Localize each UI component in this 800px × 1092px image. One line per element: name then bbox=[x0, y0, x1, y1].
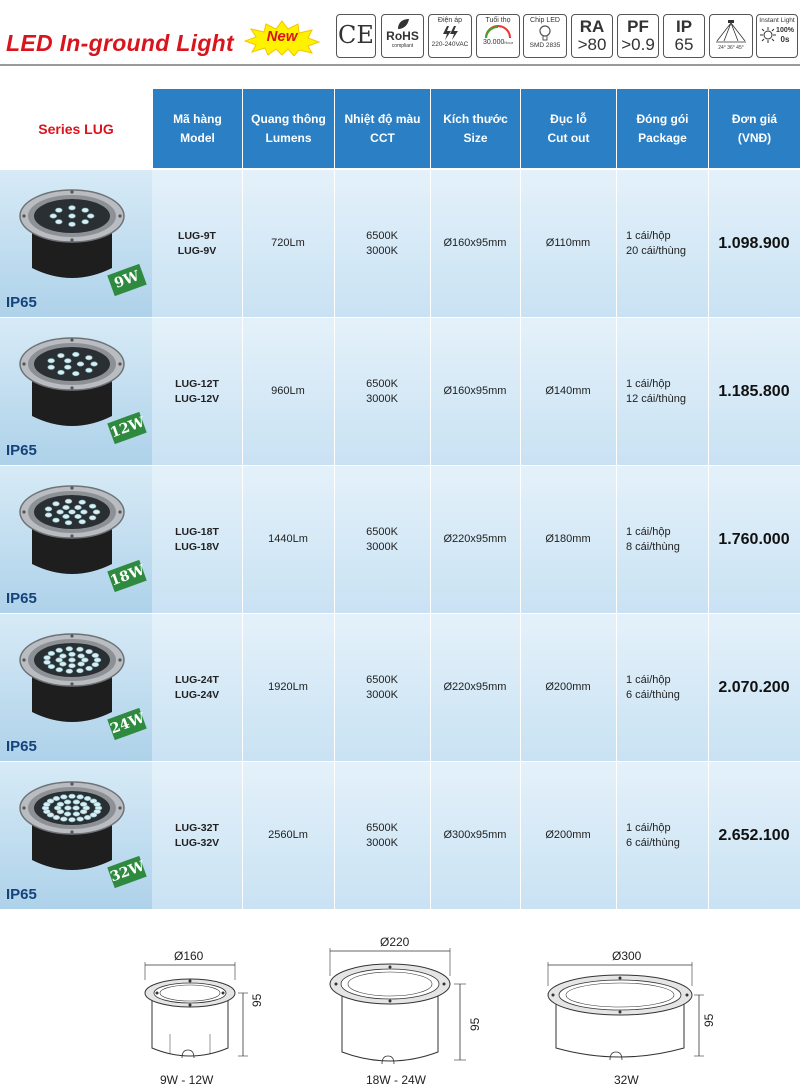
screw-icon bbox=[70, 634, 73, 637]
product-image bbox=[0, 466, 152, 613]
lightning-icon bbox=[440, 25, 460, 41]
lumens-cell-text: 2560Lm bbox=[268, 829, 308, 841]
lumens-cell-text: 960Lm bbox=[271, 385, 305, 397]
column-divider bbox=[616, 318, 617, 465]
screw-icon bbox=[118, 806, 121, 809]
screw-icon bbox=[70, 486, 73, 489]
column-divider bbox=[242, 762, 243, 909]
led-chip bbox=[82, 220, 89, 224]
header-divider bbox=[0, 64, 800, 66]
drawing-caption: 32W bbox=[614, 1073, 639, 1087]
screw-icon bbox=[118, 214, 121, 217]
size-cell bbox=[430, 318, 520, 465]
column-divider bbox=[334, 614, 335, 761]
package-cell-text: 1 cái/hộp bbox=[626, 229, 671, 242]
led-chip bbox=[86, 368, 93, 372]
instant-light-cert: Instant Light 100% 0s bbox=[756, 14, 798, 58]
led-chip bbox=[66, 647, 73, 651]
cutout-cell bbox=[520, 614, 616, 761]
led-chip bbox=[77, 795, 84, 799]
package-cell bbox=[616, 466, 708, 613]
column-divider bbox=[708, 318, 709, 465]
column-divider bbox=[616, 170, 617, 317]
column-divider bbox=[430, 170, 431, 317]
screw-icon bbox=[22, 510, 25, 513]
wattage-badge: 32W bbox=[107, 856, 146, 888]
package-cell bbox=[616, 762, 708, 909]
chip-led-cert: Chip LED SMD 2835 bbox=[523, 14, 567, 58]
wattage-badge: 12W bbox=[107, 412, 146, 444]
package-cell bbox=[616, 170, 708, 317]
cct-cell-text: 6500K bbox=[366, 821, 398, 834]
cutout-cell-text: Ø110mm bbox=[545, 237, 591, 249]
package-cell-text: 6 cái/thùng bbox=[626, 836, 680, 849]
lumens-cell bbox=[242, 466, 334, 613]
led-chip bbox=[86, 356, 93, 360]
model-cell-text: LUG-9V bbox=[177, 244, 217, 257]
screw-icon bbox=[118, 362, 121, 365]
cutout-cell-text: Ø140mm bbox=[545, 385, 591, 397]
led-chip bbox=[87, 214, 94, 218]
cutout-cell bbox=[520, 762, 616, 909]
led-chip bbox=[57, 802, 64, 806]
model-cell bbox=[152, 170, 242, 317]
price-cell bbox=[708, 614, 800, 761]
price-cell bbox=[708, 762, 800, 909]
column-divider bbox=[334, 762, 335, 909]
cct-cell-text: 3000K bbox=[366, 392, 398, 405]
led-chip bbox=[65, 499, 72, 503]
led-chip bbox=[48, 664, 55, 668]
led-chip bbox=[84, 796, 91, 800]
size-cell-text: Ø160x95mm bbox=[443, 237, 507, 249]
column-divider bbox=[242, 170, 243, 317]
new-badge bbox=[244, 20, 320, 56]
price-cell-text: 1.185.800 bbox=[718, 383, 790, 400]
column-divider bbox=[520, 762, 521, 909]
led-chip bbox=[73, 812, 80, 816]
cutout-cell bbox=[520, 466, 616, 613]
ip-rating-label: IP65 bbox=[6, 886, 37, 903]
wattage-badge: 9W bbox=[107, 264, 146, 296]
wattage-badge: 24W bbox=[107, 708, 146, 740]
drawing-medium-svg bbox=[320, 948, 490, 1088]
screw-icon bbox=[70, 238, 73, 241]
size-cell bbox=[430, 170, 520, 317]
package-cell-text: 12 cái/thùng bbox=[626, 392, 686, 405]
screw-icon bbox=[70, 830, 73, 833]
table-row bbox=[0, 170, 800, 317]
header-price: Đơn giá (VNĐ) bbox=[708, 89, 800, 168]
led-chip bbox=[82, 208, 89, 212]
led-chip bbox=[64, 800, 71, 804]
column-divider bbox=[242, 318, 243, 465]
model-cell-text: LUG-12V bbox=[174, 392, 220, 405]
beam-angle-icon bbox=[714, 19, 748, 45]
header-cct: Nhiệt độ màu CCT bbox=[334, 89, 430, 168]
column-divider bbox=[708, 466, 709, 613]
led-chip bbox=[58, 370, 65, 374]
cct-cell bbox=[334, 466, 430, 613]
led-chip bbox=[69, 206, 76, 210]
led-chip bbox=[80, 810, 87, 814]
drawing-large bbox=[540, 935, 720, 1092]
led-chip bbox=[84, 815, 91, 819]
column-divider bbox=[430, 466, 431, 613]
size-cell-text: Ø220x95mm bbox=[443, 533, 507, 545]
screw-icon bbox=[70, 534, 73, 537]
column-divider bbox=[520, 170, 521, 317]
led-chip bbox=[50, 214, 57, 218]
led-chip bbox=[60, 817, 67, 821]
price-cell-text: 1.760.000 bbox=[718, 531, 790, 548]
led-chip bbox=[48, 651, 55, 655]
model-cell-text: LUG-12T bbox=[175, 377, 219, 390]
led-chip bbox=[86, 649, 93, 653]
drawing-diameter-label: Ø160 bbox=[174, 949, 204, 963]
led-chip bbox=[53, 815, 60, 819]
package-cell-text: 1 cái/hộp bbox=[626, 377, 671, 390]
led-chip bbox=[63, 505, 70, 509]
led-chip bbox=[69, 818, 76, 822]
led-chip bbox=[55, 208, 62, 212]
light-lens bbox=[34, 347, 110, 381]
lifetime-cert: Tuổi thọ 30.000Hour bbox=[476, 14, 520, 58]
led-chip bbox=[64, 812, 71, 816]
led-chip bbox=[45, 507, 52, 511]
page-title: LED In-ground Light bbox=[6, 30, 234, 56]
model-cell-text: LUG-32V bbox=[174, 836, 220, 849]
cct-cell-text: 6500K bbox=[366, 673, 398, 686]
led-chip bbox=[64, 365, 71, 369]
lumens-cell-text: 1440Lm bbox=[268, 533, 308, 545]
drawing-small bbox=[130, 935, 270, 1092]
column-divider bbox=[708, 762, 709, 909]
package-cell-text: 1 cái/hộp bbox=[626, 673, 671, 686]
lumens-cell bbox=[242, 762, 334, 909]
lumens-cell bbox=[242, 170, 334, 317]
led-chip bbox=[77, 362, 84, 366]
model-cell-text: LUG-9T bbox=[178, 229, 216, 242]
drawing-caption: 9W - 12W bbox=[160, 1073, 214, 1087]
led-chip bbox=[79, 520, 86, 524]
package-cell-text: 1 cái/hộp bbox=[626, 821, 671, 834]
led-chip bbox=[90, 813, 97, 817]
led-chip bbox=[94, 802, 101, 806]
led-chip bbox=[75, 505, 82, 509]
led-chip bbox=[81, 510, 88, 514]
new-badge-label: New bbox=[266, 28, 298, 45]
package-cell-text: 20 cái/thùng bbox=[626, 244, 686, 257]
column-divider bbox=[708, 170, 709, 317]
column-divider bbox=[616, 762, 617, 909]
screw-icon bbox=[22, 806, 25, 809]
package-cell-text: 8 cái/thùng bbox=[626, 540, 680, 553]
drawing-caption: 18W - 24W bbox=[366, 1073, 427, 1087]
product-image bbox=[0, 170, 152, 317]
led-chip bbox=[73, 800, 80, 804]
led-chip bbox=[44, 660, 51, 664]
led-chip bbox=[78, 654, 85, 658]
beam-angle-cert: 24° 36° 45° bbox=[709, 14, 753, 58]
cct-cell bbox=[334, 170, 430, 317]
rohs-mark: RoHS compliant bbox=[381, 14, 424, 58]
model-cell bbox=[152, 318, 242, 465]
drawing-diameter-label: Ø300 bbox=[612, 949, 642, 963]
size-cell-text: Ø220x95mm bbox=[443, 681, 507, 693]
price-cell bbox=[708, 466, 800, 613]
voltage-cert: Điện áp 220-240VAC bbox=[428, 14, 472, 58]
led-chip bbox=[53, 518, 60, 522]
led-chip bbox=[56, 668, 63, 672]
led-chip bbox=[60, 795, 67, 799]
dimension-drawings bbox=[0, 935, 800, 1092]
lumens-cell-text: 1920Lm bbox=[268, 681, 308, 693]
led-chip bbox=[69, 222, 76, 226]
led-chip bbox=[73, 806, 80, 810]
led-chip bbox=[69, 652, 76, 656]
column-divider bbox=[430, 762, 431, 909]
cct-cell-text: 6500K bbox=[366, 525, 398, 538]
led-chip bbox=[66, 669, 73, 673]
led-chip bbox=[77, 669, 84, 673]
cutout-cell-text: Ø200mm bbox=[545, 681, 591, 693]
drawing-height-label: 95 bbox=[250, 993, 264, 1007]
led-chip bbox=[79, 500, 86, 504]
gauge-icon bbox=[483, 25, 513, 39]
product-image bbox=[0, 318, 152, 465]
table-row bbox=[0, 762, 800, 909]
model-cell bbox=[152, 614, 242, 761]
bulb-rays-icon bbox=[760, 27, 776, 43]
cct-cell bbox=[334, 762, 430, 909]
led-chip bbox=[72, 371, 79, 375]
product-image bbox=[0, 614, 152, 761]
column-divider bbox=[430, 614, 431, 761]
ip-rating-label: IP65 bbox=[6, 590, 37, 607]
led-chip bbox=[53, 502, 60, 506]
cct-cell-text: 6500K bbox=[366, 377, 398, 390]
led-chip bbox=[77, 647, 84, 651]
screw-icon bbox=[22, 362, 25, 365]
screw-icon bbox=[22, 658, 25, 661]
led-chip bbox=[89, 516, 96, 520]
column-divider bbox=[616, 466, 617, 613]
package-cell-text: 1 cái/hộp bbox=[626, 525, 671, 538]
ra-cert: RA >80 bbox=[571, 14, 613, 58]
package-cell bbox=[616, 318, 708, 465]
led-chip bbox=[93, 510, 100, 514]
led-chip bbox=[48, 365, 55, 369]
table-row bbox=[0, 318, 800, 465]
led-chip bbox=[60, 654, 67, 658]
screw-icon bbox=[70, 386, 73, 389]
drawing-diameter-label: Ø220 bbox=[380, 935, 410, 949]
column-divider bbox=[708, 614, 709, 761]
model-cell-text: LUG-32T bbox=[175, 821, 219, 834]
cct-cell bbox=[334, 318, 430, 465]
ip-rating-label: IP65 bbox=[6, 294, 37, 311]
column-divider bbox=[616, 614, 617, 761]
led-chip bbox=[78, 662, 85, 666]
led-chip bbox=[65, 521, 72, 525]
cutout-cell bbox=[520, 318, 616, 465]
model-cell bbox=[152, 466, 242, 613]
model-cell bbox=[152, 762, 242, 909]
cct-cell-text: 3000K bbox=[366, 688, 398, 701]
led-chip bbox=[55, 220, 62, 224]
drawing-medium bbox=[320, 935, 490, 1092]
package-cell bbox=[616, 614, 708, 761]
led-chip bbox=[92, 662, 99, 666]
bulb-icon bbox=[538, 25, 552, 42]
led-chip bbox=[48, 359, 55, 363]
led-chip bbox=[45, 513, 52, 517]
pf-cert: PF >0.9 bbox=[617, 14, 659, 58]
price-cell bbox=[708, 318, 800, 465]
ip-rating-label: IP65 bbox=[6, 738, 37, 755]
price-cell-text: 1.098.900 bbox=[718, 235, 790, 252]
size-cell-text: Ø300x95mm bbox=[443, 829, 507, 841]
cutout-cell-text: Ø200mm bbox=[545, 829, 591, 841]
column-divider bbox=[334, 318, 335, 465]
product-image bbox=[0, 762, 152, 909]
led-chip bbox=[56, 648, 63, 652]
led-chip bbox=[47, 799, 54, 803]
led-chip bbox=[86, 666, 93, 670]
led-chip bbox=[94, 658, 101, 662]
led-chip bbox=[69, 658, 76, 662]
lumens-cell bbox=[242, 614, 334, 761]
led-chip bbox=[75, 514, 82, 518]
led-chip bbox=[69, 794, 76, 798]
column-divider bbox=[242, 614, 243, 761]
led-chip bbox=[63, 514, 70, 518]
lumens-cell-text: 720Lm bbox=[271, 237, 305, 249]
size-cell bbox=[430, 466, 520, 613]
screw-icon bbox=[118, 658, 121, 661]
model-cell-text: LUG-18T bbox=[175, 525, 219, 538]
size-cell-text: Ø160x95mm bbox=[443, 385, 507, 397]
cct-cell-text: 3000K bbox=[366, 540, 398, 553]
table-header bbox=[0, 89, 800, 168]
column-divider bbox=[520, 466, 521, 613]
led-chip bbox=[69, 664, 76, 668]
column-divider bbox=[242, 466, 243, 613]
screw-icon bbox=[118, 510, 121, 513]
screw-icon bbox=[70, 682, 73, 685]
column-divider bbox=[520, 318, 521, 465]
led-chip bbox=[64, 359, 71, 363]
header-model: Mã hàng Model bbox=[152, 89, 242, 168]
header-lumens: Quang thông Lumens bbox=[242, 89, 334, 168]
led-chip bbox=[56, 658, 63, 662]
package-cell-text: 6 cái/thùng bbox=[626, 688, 680, 701]
cct-cell bbox=[334, 614, 430, 761]
model-cell-text: LUG-24V bbox=[174, 688, 220, 701]
led-chip bbox=[53, 796, 60, 800]
screw-icon bbox=[22, 214, 25, 217]
column-divider bbox=[520, 614, 521, 761]
price-cell-text: 2.070.200 bbox=[718, 679, 790, 696]
lumens-cell bbox=[242, 318, 334, 465]
page-header bbox=[0, 0, 800, 70]
ip-cert: IP 65 bbox=[663, 14, 705, 58]
led-chip bbox=[65, 806, 72, 810]
led-chip bbox=[69, 214, 76, 218]
header-cutout: Đục lỗ Cut out bbox=[520, 89, 616, 168]
table-row bbox=[0, 614, 800, 761]
ce-mark: CE bbox=[336, 14, 376, 58]
drawing-height-label: 95 bbox=[702, 1013, 716, 1027]
led-chip bbox=[91, 362, 98, 366]
led-chip bbox=[57, 510, 64, 514]
column-divider bbox=[430, 318, 431, 465]
wattage-badge: 18W bbox=[107, 560, 146, 592]
ip-rating-label: IP65 bbox=[6, 442, 37, 459]
led-chip bbox=[77, 817, 84, 821]
header-size: Kích thước Size bbox=[430, 89, 520, 168]
price-cell-text: 2.652.100 bbox=[718, 827, 790, 844]
cutout-cell-text: Ø180mm bbox=[545, 533, 591, 545]
led-chip bbox=[58, 353, 65, 357]
drawing-height-label: 95 bbox=[468, 1017, 482, 1031]
series-label: Series LUG bbox=[0, 89, 152, 168]
screw-icon bbox=[70, 190, 73, 193]
size-cell bbox=[430, 614, 520, 761]
screw-icon bbox=[70, 338, 73, 341]
cct-cell-text: 3000K bbox=[366, 836, 398, 849]
led-chip bbox=[72, 352, 79, 356]
led-chip bbox=[80, 802, 87, 806]
led-chip bbox=[92, 653, 99, 657]
cct-cell-text: 3000K bbox=[366, 244, 398, 257]
column-divider bbox=[334, 466, 335, 613]
led-chip bbox=[69, 510, 76, 514]
model-cell-text: LUG-18V bbox=[174, 540, 220, 553]
led-chip bbox=[60, 662, 67, 666]
led-chip bbox=[44, 656, 51, 660]
header-package: Đóng gói Package bbox=[616, 89, 708, 168]
led-chip bbox=[89, 504, 96, 508]
table-row bbox=[0, 466, 800, 613]
price-cell bbox=[708, 170, 800, 317]
cct-cell-text: 6500K bbox=[366, 229, 398, 242]
column-divider bbox=[334, 170, 335, 317]
led-chip bbox=[82, 658, 89, 662]
screw-icon bbox=[70, 782, 73, 785]
cutout-cell bbox=[520, 170, 616, 317]
size-cell bbox=[430, 762, 520, 909]
model-cell-text: LUG-24T bbox=[175, 673, 219, 686]
